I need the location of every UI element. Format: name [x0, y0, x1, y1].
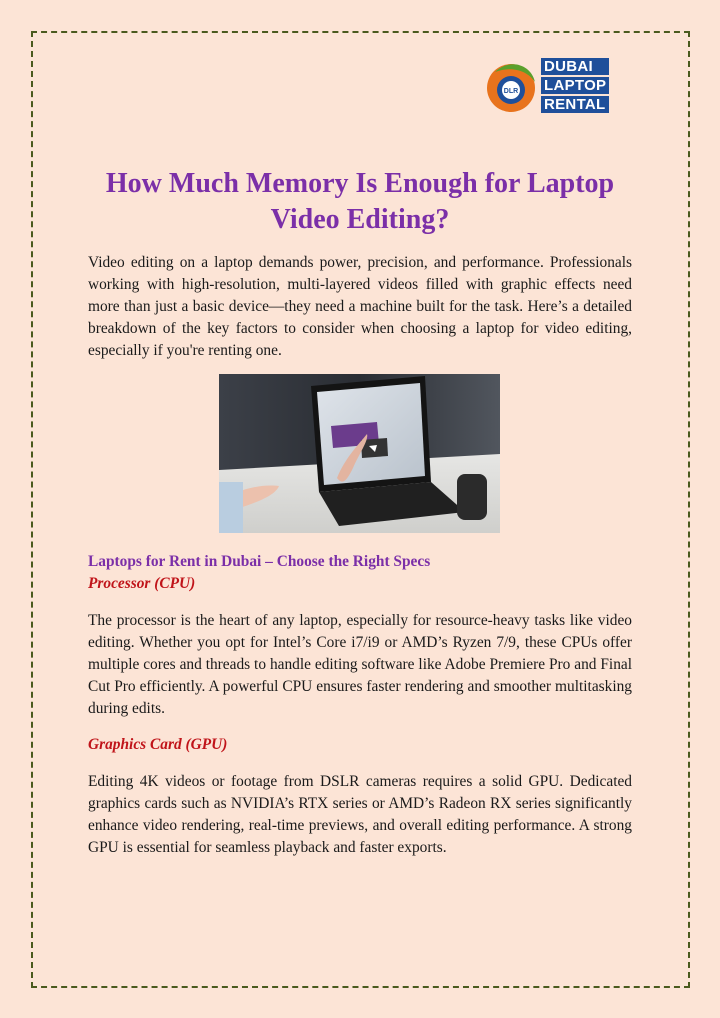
- cpu-paragraph: The processor is the heart of any laptop, especially for resource-heavy tasks like video editing. Whether you opt for Intel’s Core i7/i9 or AMD’s Ryzen 7/9, these CPUs offer multiple cores and threads to handle editing software like Adobe Premiere Pro and Final Cut Pro efficiently. A powerful CPU ensures faster rendering and smoother multitasking during edits.: [88, 612, 632, 717]
- gpu-paragraph: Editing 4K videos or footage from DSLR cameras requires a solid GPU. Dedicated graphics cards such as NVIDIA’s RTX series or AMD’s Radeon RX series significantly enhance video rendering, real-time previews, and overall editing performance. A strong GPU is essential for seamless playback and faster exports.: [88, 773, 632, 856]
- logo-mark-icon: [481, 54, 541, 118]
- dubai-laptop-rental-logo: [481, 54, 623, 118]
- page-title: How Much Memory Is Enough for Laptop Video Editing?: [105, 168, 615, 235]
- logo-line-1: DUBAI: [541, 58, 609, 75]
- logo-wordmark: [541, 58, 609, 113]
- logo-line-3: RENTAL: [541, 96, 609, 113]
- laptop-editing-illustration: [219, 374, 500, 533]
- intro-paragraph: Video editing on a laptop demands power, precision, and performance. Professionals working with high-resolution, multi-layered videos filled with graphic effects need more than just a basic device—they need a machine built for the task. Here’s a detailed breakdown of the key factors to consider when choosing a laptop for video editing, especially if you're renting one.: [88, 254, 632, 359]
- cpu-heading: Processor (CPU): [88, 575, 196, 592]
- gpu-heading: Graphics Card (GPU): [88, 736, 228, 753]
- laptop-photo: [219, 374, 500, 533]
- logo-line-2: LAPTOP: [541, 77, 609, 94]
- section-heading: Laptops for Rent in Dubai – Choose the Right Specs: [88, 553, 431, 570]
- logo-badge-text: DLR: [503, 88, 519, 95]
